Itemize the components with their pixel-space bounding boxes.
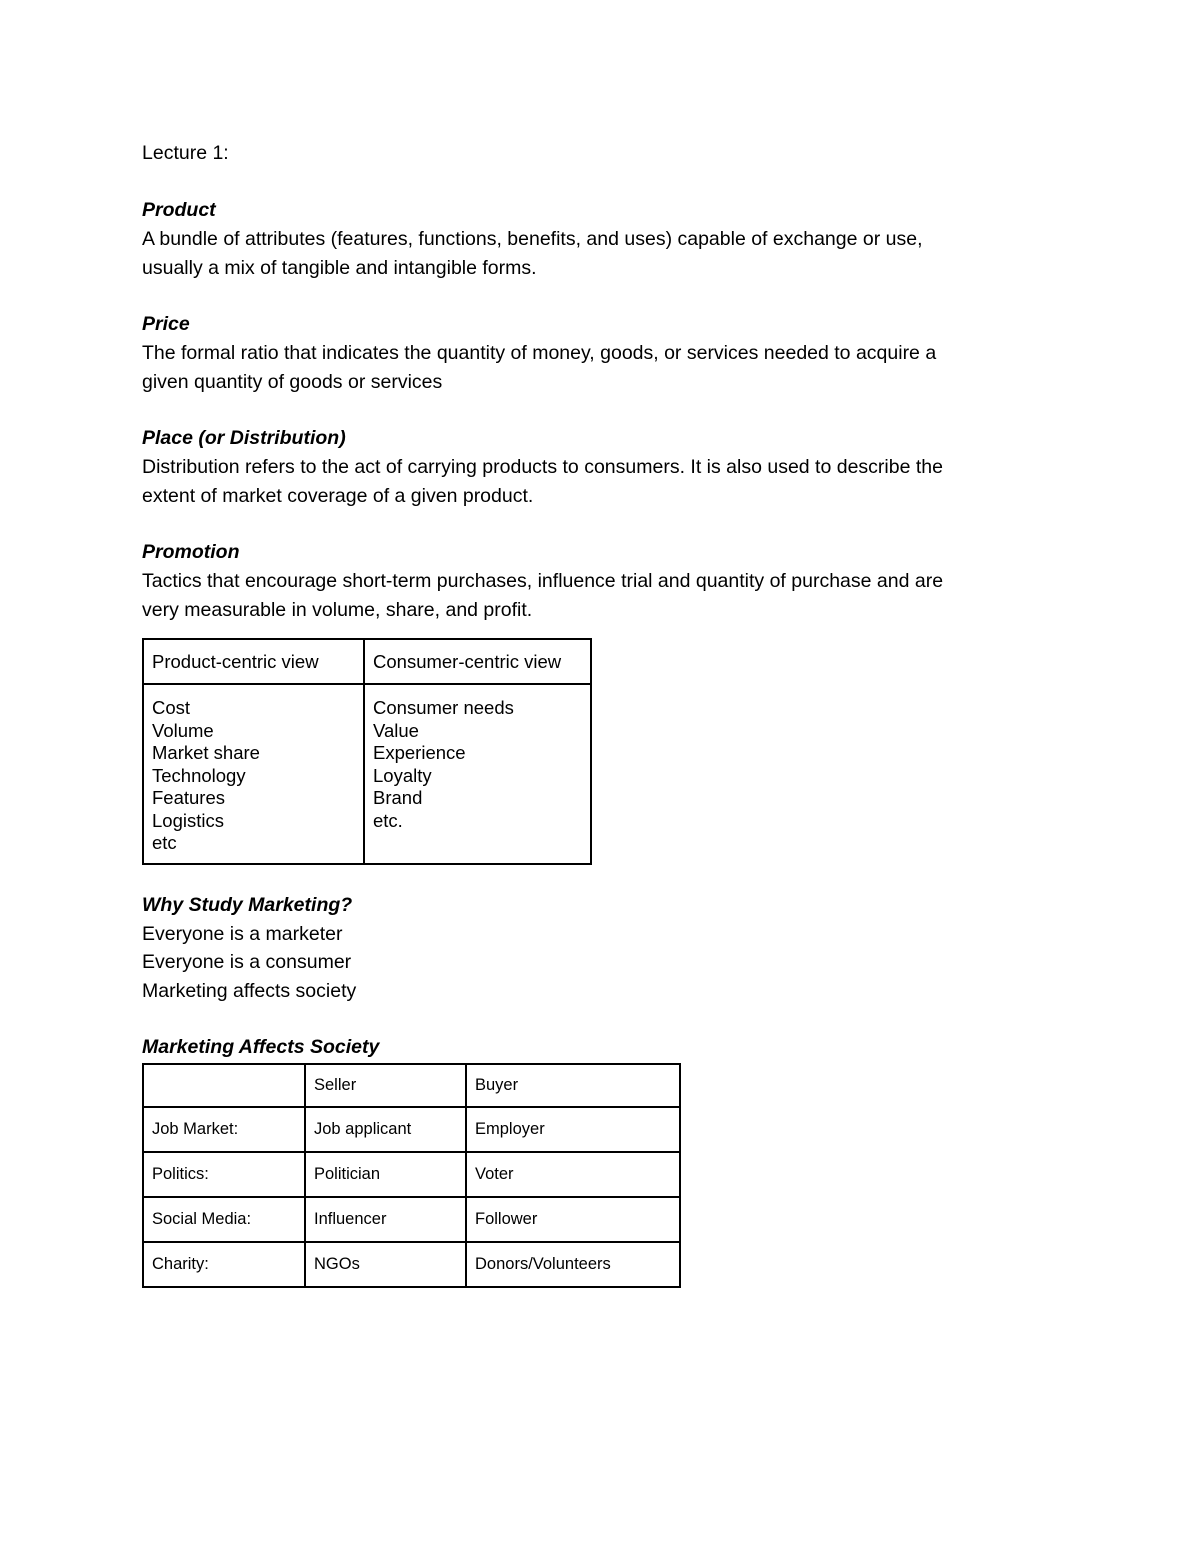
section-heading: Why Study Marketing? <box>142 893 353 916</box>
section-text-line: given quantity of goods or services <box>142 370 443 393</box>
list-item: Consumer needs <box>373 697 514 718</box>
consumer-centric-list <box>364 684 591 864</box>
section-price <box>142 310 1042 396</box>
table-header-cell: Product-centric view <box>143 639 364 684</box>
society-table <box>142 1063 681 1288</box>
section-text-line: Everyone is a consumer <box>142 951 352 973</box>
lecture-title: Lecture 1: <box>142 142 229 164</box>
section-heading: Place (or Distribution) <box>142 427 346 449</box>
table-cell: Voter <box>466 1152 680 1197</box>
table-cell: NGOs <box>305 1242 466 1287</box>
views-table <box>142 638 592 865</box>
product-centric-list <box>143 684 364 864</box>
list-item: etc. <box>373 809 403 831</box>
document-page <box>142 139 1042 1288</box>
list-item: etc <box>152 832 177 853</box>
table-header-cell: Seller <box>305 1064 466 1107</box>
table-cell: Employer <box>466 1107 680 1152</box>
table-header-row <box>143 1064 680 1107</box>
table-row <box>143 1107 680 1152</box>
table-cell: Influencer <box>305 1197 466 1242</box>
table-cell: Politics: <box>143 1152 305 1197</box>
list-item: Loyalty <box>373 764 432 786</box>
section-text-line: Everyone is a marketer <box>142 922 343 945</box>
table-cell: Social Media: <box>143 1197 305 1242</box>
section-heading: Promotion <box>142 541 240 563</box>
section-promotion <box>142 538 1042 624</box>
list-item: Logistics <box>152 809 224 831</box>
table-row <box>143 1152 680 1197</box>
section-product <box>142 196 1042 282</box>
section-place <box>142 424 1042 510</box>
table-cell: Politician <box>305 1152 466 1197</box>
section-text-line: very measurable in volume, share, and profit. <box>142 598 533 621</box>
section-text-line: The formal ratio that indicates the quantity of money, goods, or services needed to acquire a <box>142 342 937 364</box>
table-cell: Job Market: <box>143 1107 305 1152</box>
section-text-line: usually a mix of tangible and intangible forms. <box>142 256 537 279</box>
list-item: Volume <box>152 719 214 741</box>
table-cell <box>143 1064 305 1107</box>
section-text-line: A bundle of attributes (features, functions, benefits, and uses) capable of exchange or use, <box>142 228 923 250</box>
table-row <box>143 1197 680 1242</box>
section-text-line: Tactics that encourage short-term purchases, influence trial and quantity of purchase and are <box>142 570 944 592</box>
section-society <box>142 1033 1042 1288</box>
section-text-line: Distribution refers to the act of carrying products to consumers. It is also used to describe the <box>142 456 943 478</box>
section-heading: Price <box>142 313 190 335</box>
list-item: Cost <box>152 697 191 718</box>
table-header-cell: Consumer-centric view <box>364 639 591 684</box>
list-item: Experience <box>373 742 466 763</box>
list-item: Market share <box>152 742 260 763</box>
section-text-line: extent of market coverage of a given product. <box>142 484 534 507</box>
list-item: Technology <box>152 764 246 786</box>
table-cell: Follower <box>466 1197 680 1242</box>
table-row <box>143 1242 680 1287</box>
table-row <box>143 684 591 864</box>
table-header-cell: Buyer <box>466 1064 680 1107</box>
table-cell: Donors/Volunteers <box>466 1242 680 1287</box>
list-item: Features <box>152 787 226 808</box>
table-cell: Job applicant <box>305 1107 466 1152</box>
section-why-study <box>142 891 1042 1006</box>
table-header-row <box>143 639 591 684</box>
section-heading: Marketing Affects Society <box>142 1036 380 1058</box>
list-item: Value <box>373 719 419 741</box>
section-text-line: Marketing affects society <box>142 979 357 1002</box>
section-heading: Product <box>142 199 216 221</box>
table-cell: Charity: <box>143 1242 305 1287</box>
list-item: Brand <box>373 787 423 808</box>
